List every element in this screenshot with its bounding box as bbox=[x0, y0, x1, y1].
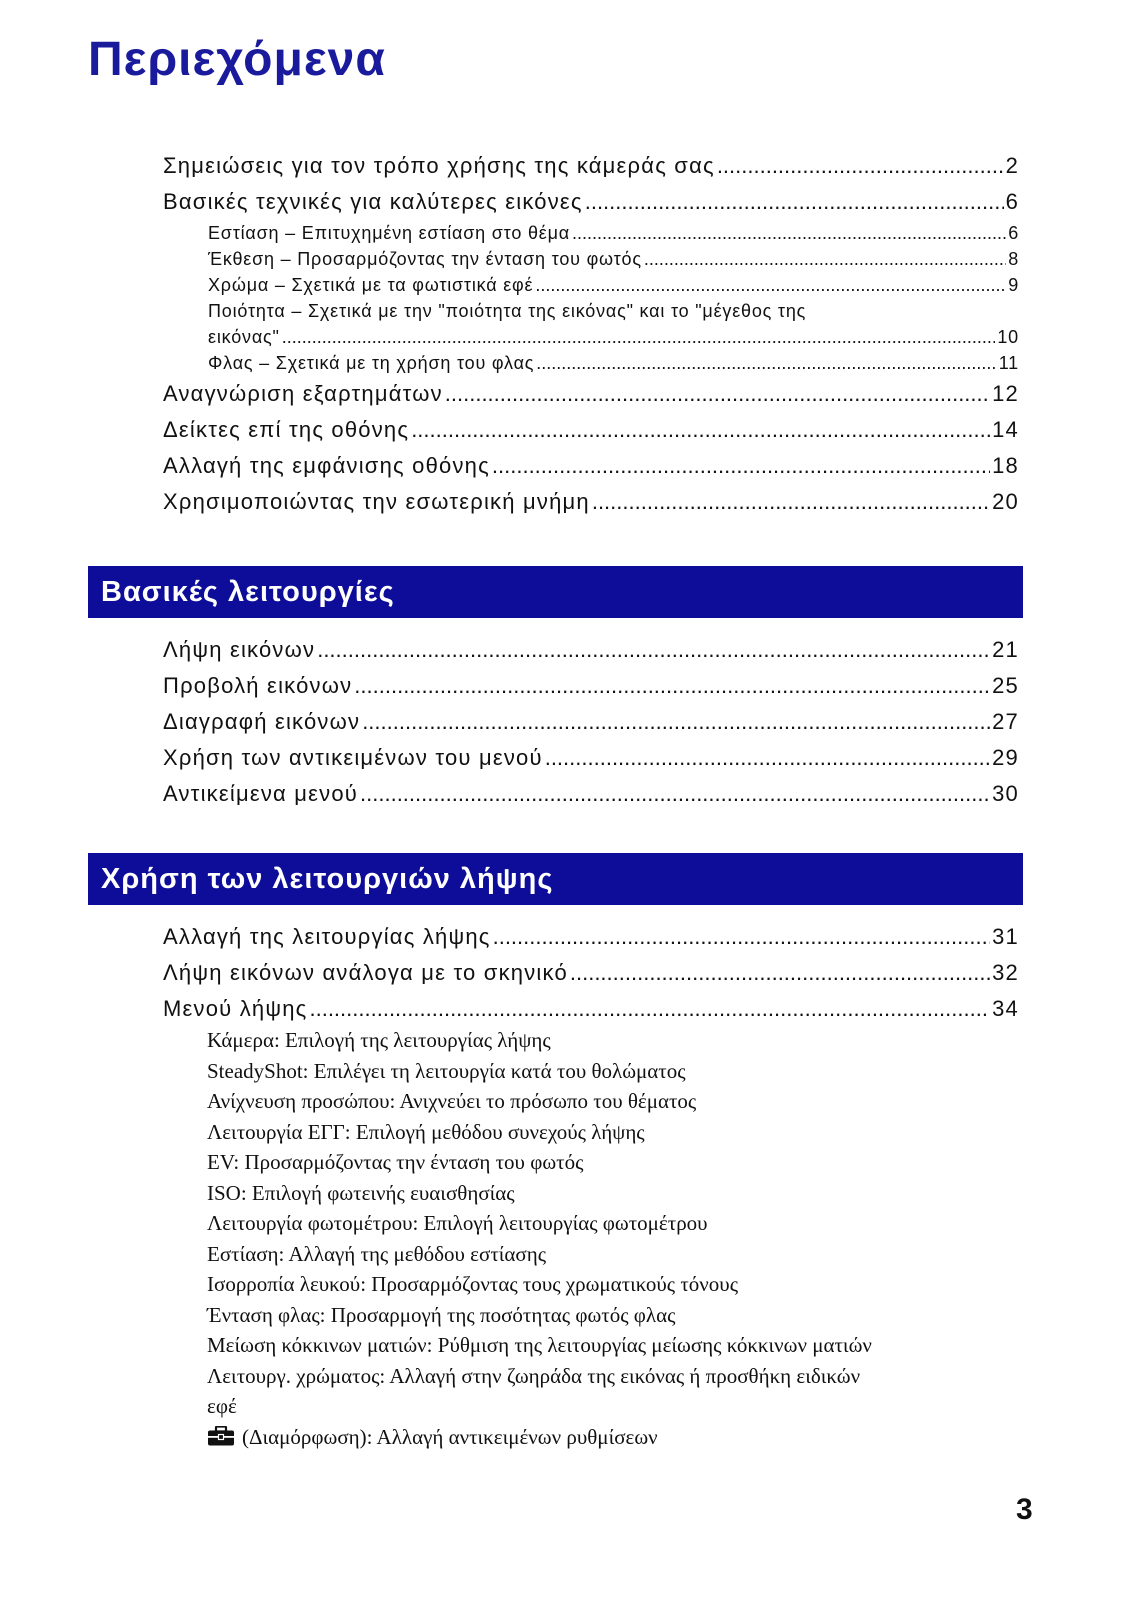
section-header-basic: Βασικές λειτουργίες bbox=[88, 566, 1023, 618]
menu-item-camera[interactable]: Κάμερα: Επιλογή της λειτουργίας λήψης bbox=[207, 1028, 551, 1052]
leader-dots bbox=[282, 324, 996, 350]
section-header-shooting: Χρήση των λειτουργιών λήψης bbox=[88, 853, 1023, 905]
toc-subentry-page: 9 bbox=[1008, 275, 1019, 295]
leader-dots bbox=[317, 632, 990, 668]
leader-dots bbox=[585, 184, 1004, 220]
leader-dots bbox=[570, 955, 990, 991]
menu-item-ev[interactable]: EV: Προσαρμόζοντας την ένταση του φωτός bbox=[207, 1150, 584, 1174]
leader-dots bbox=[493, 919, 991, 955]
toc-entry-title: Δείκτες επί της οθόνης bbox=[163, 417, 410, 442]
toc-entry-title: Διαγραφή εικόνων bbox=[163, 709, 361, 734]
toc-entry-title: Λήψη εικόνων ανάλογα με το σκηνικό bbox=[163, 960, 568, 985]
leader-dots bbox=[492, 448, 990, 484]
toc-entry-page: 6 bbox=[1005, 189, 1019, 214]
toc-entry-title: Βασικές τεχνικές για καλύτερες εικόνες bbox=[163, 189, 583, 214]
toolbox-icon bbox=[207, 1424, 235, 1444]
toc-entry-page: 29 bbox=[992, 745, 1019, 770]
leader-dots bbox=[592, 484, 990, 520]
menu-item-metering[interactable]: Λειτουργία φωτομέτρου: Επιλογή λειτουργίας φωτομέτρου bbox=[207, 1211, 708, 1235]
menu-item-white-balance[interactable]: Ισορροπία λευκού: Προσαρμόζοντας τους χρωματικούς τόνους bbox=[207, 1272, 739, 1296]
menu-item-red-eye[interactable]: Μείωση κόκκινων ματιών: Ρύθμιση της λειτουργίας μείωσης κόκκινων ματιών bbox=[207, 1333, 872, 1357]
toc-subentry[interactable] bbox=[208, 272, 1019, 298]
toc-entry-page: 34 bbox=[992, 996, 1019, 1021]
toc-shooting bbox=[163, 919, 1019, 1027]
leader-dots bbox=[411, 412, 990, 448]
toc-entry[interactable] bbox=[163, 704, 1019, 740]
toc-entry-title: Λήψη εικόνων bbox=[163, 637, 316, 662]
leader-dots bbox=[717, 148, 1004, 184]
toc-entry[interactable] bbox=[163, 448, 1019, 484]
leader-dots bbox=[536, 350, 996, 376]
toc-entry-page: 20 bbox=[992, 489, 1019, 514]
menu-item-color-mode-line1: Λειτουργ. χρώματος: Αλλαγή στην ζωηράδα της εικόνας ή προσθήκη ειδικών bbox=[207, 1363, 861, 1388]
menu-item-color-mode-line2: εφέ bbox=[207, 1394, 237, 1418]
toc-entry-page: 30 bbox=[992, 781, 1019, 806]
toc-entry-title: Αλλαγή της λειτουργίας λήψης bbox=[163, 924, 491, 949]
toc-entry-title: Αντικείμενα μενού bbox=[163, 781, 359, 806]
toc-entry-page: 32 bbox=[992, 960, 1019, 985]
leader-dots bbox=[545, 740, 990, 776]
toc-entry[interactable] bbox=[163, 740, 1019, 776]
toc-subentry-page: 11 bbox=[998, 353, 1019, 373]
menu-item-iso[interactable]: ISO: Επιλογή φωτεινής ευαισθησίας bbox=[207, 1180, 515, 1205]
menu-item-color-mode[interactable] bbox=[207, 1361, 1007, 1422]
leader-dots bbox=[535, 272, 1006, 298]
toc-entry-page: 14 bbox=[992, 417, 1019, 442]
toc-subentry-title: Έκθεση – Προσαρμόζοντας την ένταση του φωτός bbox=[208, 249, 642, 269]
toc-subentry[interactable] bbox=[208, 246, 1019, 272]
toc-subentry[interactable] bbox=[208, 220, 1019, 246]
toc-entry-page: 31 bbox=[992, 924, 1019, 949]
toc-entry[interactable] bbox=[163, 484, 1019, 520]
leader-dots bbox=[445, 376, 990, 412]
toc-entry-title: Προβολή εικόνων bbox=[163, 673, 353, 698]
toc-subentry-page: 6 bbox=[1008, 223, 1019, 243]
menu-item-flash-level[interactable]: Ένταση φλας: Προσαρμογή της ποσότητας φωτός φλας bbox=[207, 1302, 676, 1327]
toc-intro bbox=[163, 148, 1019, 520]
toc-subentry-title: Χρώμα – Σχετικά με τα φωτιστικά εφέ bbox=[208, 275, 534, 295]
toc-entry-title: Σημειώσεις για τον τρόπο χρήσης της κάμεράς σας bbox=[163, 153, 715, 178]
toc-subentry-page: 8 bbox=[1008, 249, 1019, 269]
menu-item-face-detection[interactable]: Ανίχνευση προσώπου: Ανιχνεύει το πρόσωπο του θέματος bbox=[207, 1089, 697, 1113]
menu-item-setup-text: (Διαμόρφωση): Αλλαγή αντικειμένων ρυθμίσεων bbox=[242, 1424, 658, 1449]
leader-dots bbox=[572, 220, 1006, 246]
toc-entry-title: Αναγνώριση εξαρτημάτων bbox=[163, 381, 443, 406]
toc-subentry-page: 10 bbox=[997, 327, 1019, 347]
toc-entry[interactable] bbox=[163, 955, 1019, 991]
page-title: Περιεχόμενα bbox=[88, 33, 386, 86]
toc-basic bbox=[163, 632, 1019, 812]
toc-subentry-title-line1: Ποιότητα – Σχετικά με την "ποιότητα της εικόνας" και το "μέγεθος της bbox=[208, 301, 807, 321]
toc-entry-title: Αλλαγή της εμφάνισης οθόνης bbox=[163, 453, 490, 478]
menu-item-setup[interactable] bbox=[207, 1422, 1007, 1453]
toc-subentry[interactable] bbox=[208, 350, 1019, 376]
toc-subentry-continuation bbox=[208, 324, 1019, 350]
toc-entry[interactable] bbox=[163, 919, 1019, 955]
toc-entry-page: 27 bbox=[992, 709, 1019, 734]
toc-subentry-title: Εστίαση – Επιτυχημένη εστίαση στο θέμα bbox=[208, 223, 570, 243]
leader-dots bbox=[362, 704, 990, 740]
toc-entry[interactable] bbox=[163, 776, 1019, 812]
leader-dots bbox=[360, 776, 990, 812]
toc-entry-page: 25 bbox=[992, 673, 1019, 698]
toc-entry[interactable] bbox=[163, 376, 1019, 412]
toc-entry-page: 21 bbox=[992, 637, 1019, 662]
menu-item-steadyshot[interactable]: SteadyShot: Επιλέγει τη λειτουργία κατά του θολώματος bbox=[207, 1058, 686, 1083]
toc-entry[interactable] bbox=[163, 991, 1019, 1027]
toc-entry-page: 12 bbox=[992, 381, 1019, 406]
toc-entry-page: 2 bbox=[1005, 153, 1019, 178]
toc-entry[interactable] bbox=[163, 148, 1019, 184]
toc-entry-title: Χρήση των αντικειμένων του μενού bbox=[163, 745, 543, 770]
toc-subentry-title-line2: εικόνας" bbox=[208, 327, 280, 347]
toc-subentry-title: Φλας – Σχετικά με τη χρήση του φλας bbox=[208, 353, 535, 373]
menu-item-focus[interactable]: Εστίαση: Αλλαγή της μεθόδου εστίασης bbox=[207, 1241, 547, 1266]
toc-entry-title: Μενού λήψης bbox=[163, 996, 308, 1021]
leader-dots bbox=[309, 991, 990, 1027]
toc-entry[interactable] bbox=[163, 184, 1019, 220]
toc-entry[interactable] bbox=[163, 668, 1019, 704]
toc-entry-page: 18 bbox=[992, 453, 1019, 478]
toc-entry-title: Χρησιμοποιώντας την εσωτερική μνήμη bbox=[163, 489, 590, 514]
menu-item-burst[interactable]: Λειτουργία ΕΓΓ: Επιλογή μεθόδου συνεχούς λήψης bbox=[207, 1119, 645, 1144]
shooting-menu-list bbox=[207, 1025, 1007, 1452]
leader-dots bbox=[644, 246, 1006, 272]
toc-entry[interactable] bbox=[163, 632, 1019, 668]
leader-dots bbox=[354, 668, 990, 704]
toc-subentry-quality[interactable] bbox=[163, 298, 1019, 350]
page-number: 3 bbox=[1016, 1493, 1033, 1526]
toc-entry[interactable] bbox=[163, 412, 1019, 448]
